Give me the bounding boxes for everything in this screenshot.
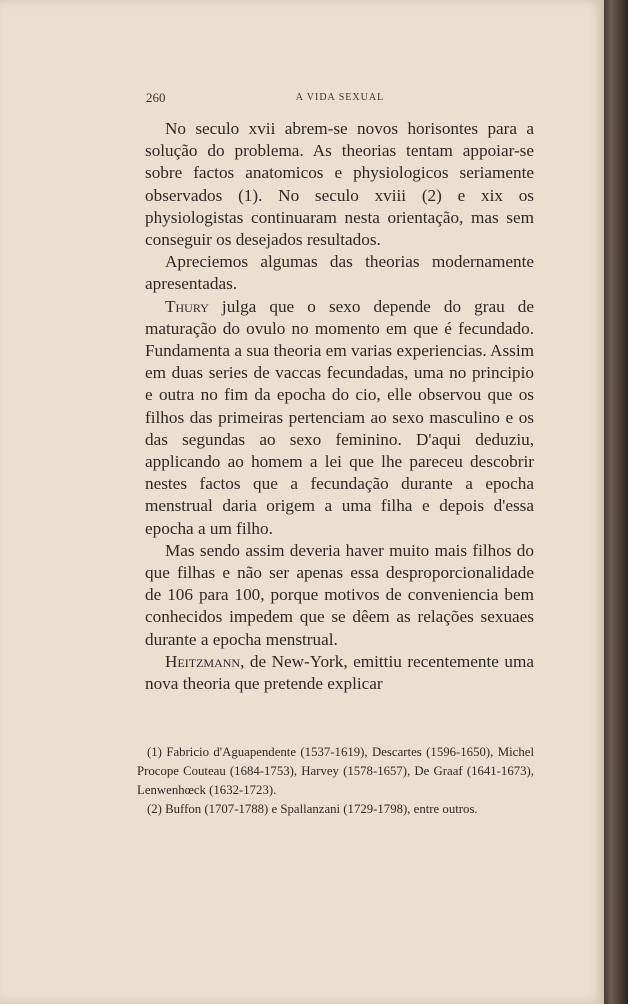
footnote-1: (1) Fabricio d'Aguapendente (1537-1619), Descartes (1596-1650), Michel Procope Couteau (1684-1753), Harvey (1578-1657), De Graaf (1641-1673), Lenwenhœck (1632-1723). bbox=[137, 745, 534, 797]
paragraph-2: Apreciemos algumas das theorias modernamente apresentadas. bbox=[145, 252, 534, 294]
paragraph-3-text: julga que o sexo depende do grau de maturação do ovulo no momento em que é fecundado. Fundamenta a sua theoria em varias experiencias. Assim em duas series de vaccas fecundadas, uma no principio e outra no fim da epocha do cio, elle observou que os filhos das primeiras pertenciam ao sexo masculino e os das segundas ao sexo feminino. D'aqui deduziu, applicando ao homem a lei que lhe pareceu descobrir nestes factos que a fecundação durante a epocha menstrual daria origem a uma filha e depois d'essa epocha a um filho. bbox=[145, 296, 534, 538]
author-name-thury: Thury bbox=[165, 296, 209, 316]
paragraph-1: No seculo xvii abrem-se novos horisontes para a solução do problema. As theorias tentam appoiar-se sobre factos anatomicos e physiologicos seriamente observados (1). No seculo xviii (2) e xix os physiologistas continuaram nesta orientação, mas sem conseguir os desejados resultados. bbox=[145, 119, 534, 250]
running-title: A VIDA SEXUAL bbox=[295, 92, 385, 103]
paragraph-5-text: , de New-York, emittiu recentemente uma nova theoria que pretende explicar bbox=[145, 651, 534, 694]
author-name-heitzmann: Heitzmann bbox=[165, 651, 241, 671]
page-number: 260 bbox=[146, 90, 166, 105]
footnotes bbox=[137, 743, 534, 819]
paragraph-5 bbox=[145, 651, 534, 695]
paragraph-4: Mas sendo assim deveria haver muito mais filhos do que filhas e não ser apenas essa desproporcionalidade de 106 para 100, porque motivos de conveniencia bem conhecidos impedem que se dêem as relações sexuaes durante a epocha menstrual. bbox=[145, 540, 534, 649]
footnote-2: (2) Buffon (1707-1788) e Spallanzani (1729-1798), entre outros. bbox=[147, 802, 478, 816]
body-text bbox=[145, 118, 534, 695]
page-header bbox=[146, 90, 534, 110]
paragraph-3 bbox=[145, 296, 534, 540]
book-edge bbox=[604, 0, 628, 1004]
